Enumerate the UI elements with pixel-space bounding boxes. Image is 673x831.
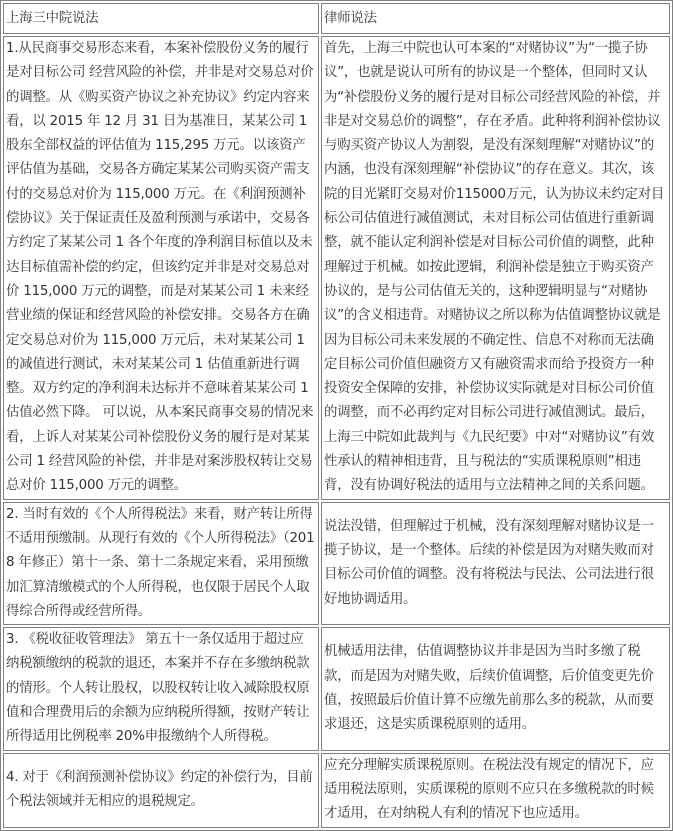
table-row [3, 502, 670, 625]
court-opinion-cell: 1.从民商事交易形态来看，本案补偿股份义务的履行是对目标公司 经营风险的补偿，并非是对交易总对价的调整。从《购买资产协议之补充协议》约定内容来看，以 2015 年 12 月 31 日为基准日，某某公司 1 股东全部权益的评估值为 115,295 万元。以该资产评估值为基础，交易各方确定某某公司购买资产需支付的交易总对价为 115,000 万元。在《利润预测补偿协议》关于保证责任及盈利预测与承诺中，交易各方约定了某某公司 1 各个年度的净利润目标值以及未达目标值需补偿的约定，但该约定并非是对交易总对价 115,000 万元的调整，而是对某某公司 1 未来经营业绩的保证和经营风险的补偿安排。交易各方在确定交易总对价为 115,000 万元后，未对某某公司 1 的减值进行测试，未对某某公司 1 估值重新进行调整。双方约定的净利润未达标并不意味着某某公司 1 估值必然下降。 可以说，从本案民商事交易的情况来看，上诉人对某某公司补偿股份义务的履行是对某某公司 1 经营风险的补偿，并非是对案涉股权转让交易总对价 115,000 万元的调整。 [3, 36, 319, 500]
table-row [3, 36, 670, 500]
lawyer-opinion-cell: 机械适用法律，估值调整协议并非是因为当时多缴了税款，而是因为对赌失败，后续价值调整，后价值变更先价值，按照最后价值计算不应缴先前那么多的税款，从而要求退还，这是实质课税原则的适用。 [321, 627, 670, 750]
court-opinion-cell: 4. 对于《利润预测补偿协议》约定的补偿行为，目前个税法领域并无相应的退税规定。 [3, 753, 319, 828]
lawyer-opinion-cell: 应充分理解实质课税原则。在税法没有规定的情况下，应适用税法原则，实质课税的原则不应只在多缴税款的时候才适用，在对纳税人有利的情况下也应适用。 [321, 753, 670, 828]
table-row [3, 753, 670, 828]
header-lawyer-opinion: 律师说法 [321, 3, 670, 34]
lawyer-opinion-cell: 首先，上海三中院也认可本案的“对赌协议”为“一揽子协议”，也就是说认可所有的协议是一个整体，但同时又认为“补偿股份义务的履行是对目标公司经营风险的补偿，并非是对交易总价的调整”，存在矛盾。此种将利润补偿协议与购买资产协议人为割裂，是没有深刻理解“对赌协议”的内涵，也没有深刻理解“补偿协议”的存在意义。其次，该院的目光紧盯交易对价115000万元，认为协议未约定对目标公司估值进行减值测试，未对目标公司估值进行重新调整，就不能认定利润补偿是对目标公司价值的调整，此种理解过于机械。如按此逻辑，利润补偿是独立于购买资产协议的，是与公司估值无关的，这种逻辑明显与“对赌协议”的含义相违背。对赌协议之所以称为估值调整协议就是因为目标公司未来发展的不确定性、信息不对称而无法确定目标公司价值但融资方又有融资需求而给予投资方一种投资安全保障的安排，补偿协议实际就是对目标公司价值的调整，而不必再约定对目标公司进行减值测试。最后，上海三中院如此裁判与《九民纪要》中对“对赌协议”有效性承认的精神相违背，且与税法的“实质课税原则”相违背，没有协调好税法的适用与立法精神之间的关系问题。 [321, 36, 670, 500]
court-opinion-cell: 3. 《税收征收管理法》 第五十一条仅适用于超过应纳税额缴纳的税款的退还，本案并不存在多缴纳税款的情形。个人转让股权，以股权转让收入减除股权原值和合理费用后的余额为应纳税所得额，按财产转让所得适用比例税率 20%申报缴纳个人所得税。 [3, 627, 319, 750]
header-court-opinion: 上海三中院说法 [3, 3, 319, 34]
court-opinion-cell: 2. 当时有效的《个人所得税法》来看，财产转让所得不适用预缴制。从现行有效的《个人所得税法》（2018 年修正）第十一条、第十二条规定来看，采用预缴加汇算清缴模式的个人所得税，也仅限于居民个人取得综合所得或经营所得。 [3, 502, 319, 625]
table-row [3, 627, 670, 750]
table-header-row [3, 3, 670, 34]
lawyer-opinion-cell: 说法没错，但理解过于机械，没有深刻理解对赌协议是一揽子协议，是一个整体。后续的补偿是因为对赌失败而对目标公司价值的调整。没有将税法与民法、公司法进行很好地协调适用。 [321, 502, 670, 625]
